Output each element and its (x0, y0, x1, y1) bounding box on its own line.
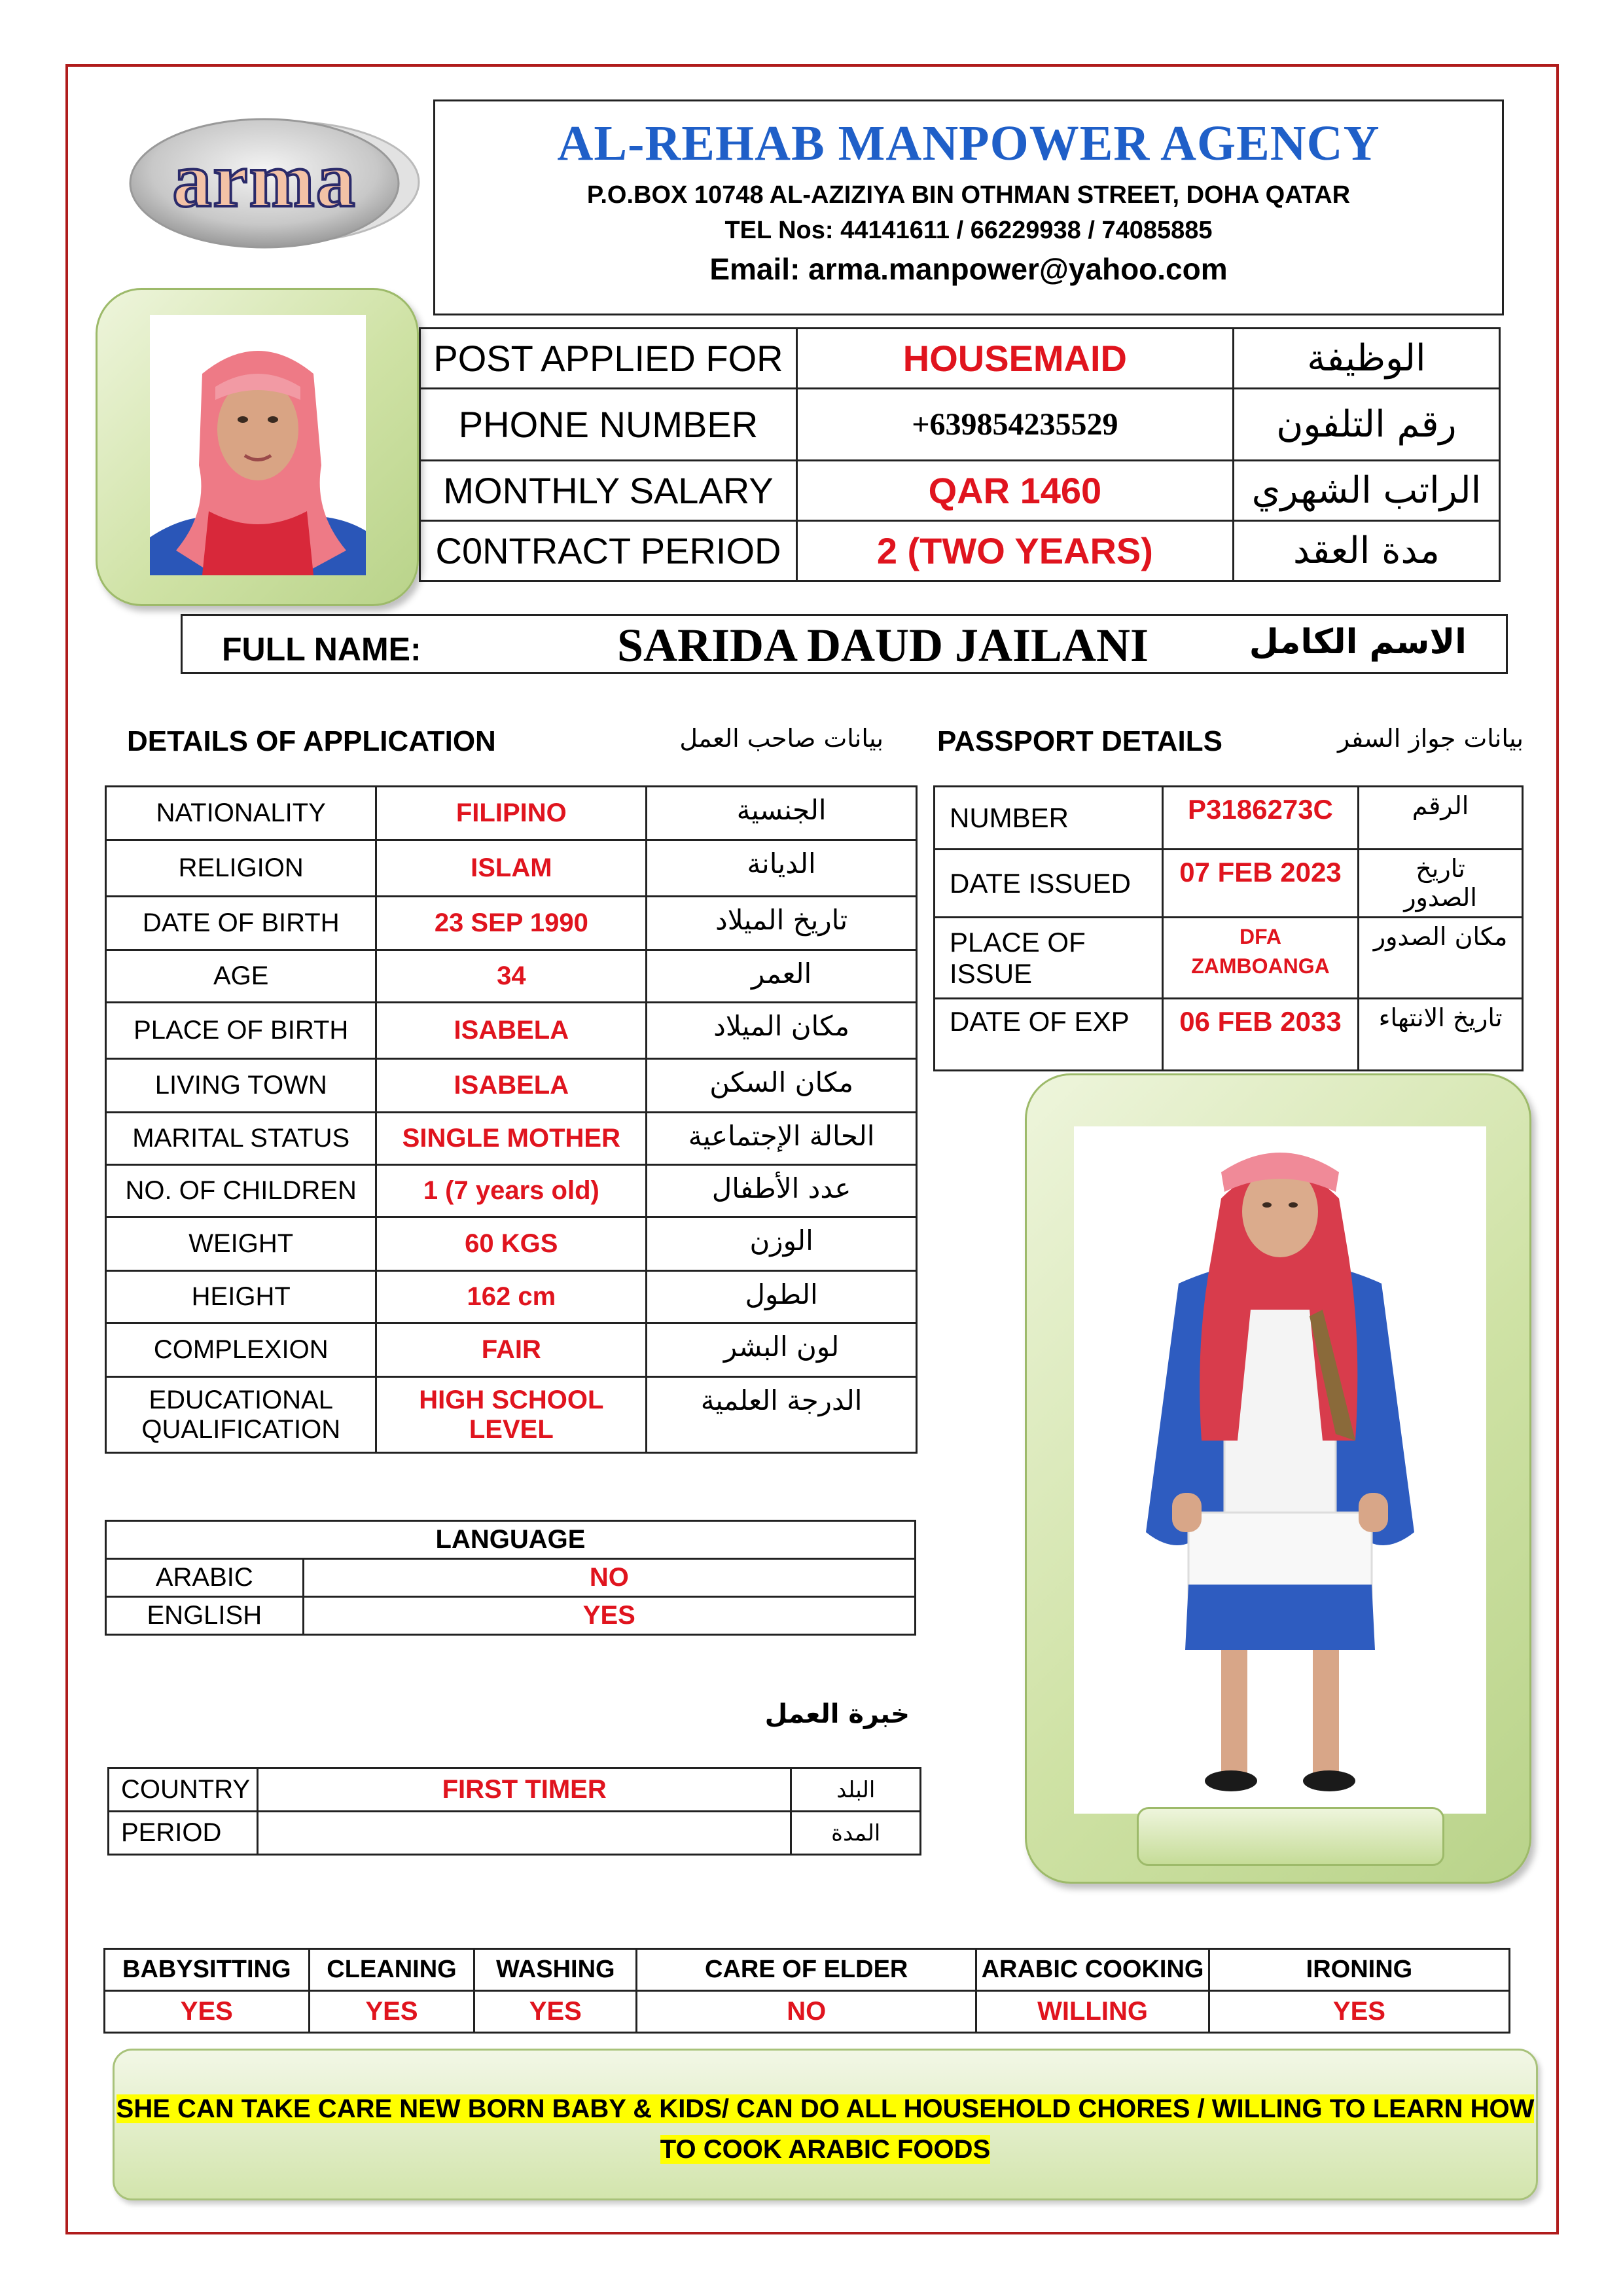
detail-value: FILIPINO (376, 787, 647, 840)
agency-address: P.O.BOX 10748 AL-AZIZIYA BIN OTHMAN STREET, DOHA QATAR (586, 181, 1351, 209)
table-row (106, 950, 917, 1003)
detail-label: HEIGHT (106, 1271, 376, 1323)
education-value-line1: HIGH SCHOOL (419, 1385, 604, 1414)
detail-value: FAIR (376, 1323, 647, 1377)
svg-text:arma: arma (172, 136, 357, 223)
date-issued-arabic-line1: تاريخ (1416, 854, 1465, 883)
table-row (106, 1559, 916, 1597)
skill-cleaning-label: CLEANING (309, 1949, 474, 1991)
remarks-line2: TO COOK ARABIC FOODS (660, 2135, 991, 2164)
details-table (105, 785, 918, 1454)
full-name-label: FULL NAME: (222, 631, 421, 668)
skills-table (103, 1948, 1510, 2034)
skill-arabic-cooking-label: ARABIC COOKING (976, 1949, 1209, 1991)
detail-label (106, 1377, 376, 1453)
detail-arabic: الوزن (647, 1217, 917, 1271)
country-value: FIRST TIMER (257, 1768, 791, 1812)
phone-label: PHONE NUMBER (420, 389, 797, 461)
job-info-table (419, 327, 1501, 582)
table-row (105, 1949, 1510, 1991)
remarks-box (113, 2049, 1538, 2200)
passport-section-title: PASSPORT DETAILS (937, 725, 1222, 757)
detail-arabic: الطول (647, 1271, 917, 1323)
work-experience-table (107, 1767, 921, 1856)
contract-arabic: مدة العقد (1233, 521, 1499, 581)
table-row (935, 999, 1523, 1071)
remarks-line1-wrap (115, 2089, 1536, 2129)
period-value (257, 1812, 791, 1855)
education-value-line2: LEVEL (469, 1414, 554, 1444)
table-row (106, 1521, 916, 1559)
detail-label: RELIGION (106, 840, 376, 897)
passport-section-arabic: بيانات جواز السفر (1338, 724, 1524, 753)
language-label: ARABIC (106, 1559, 304, 1597)
details-section-arabic: بيانات صاحب العمل (679, 724, 883, 753)
skill-ironing-value: YES (1209, 1991, 1509, 2033)
detail-label: COMPLEXION (106, 1323, 376, 1377)
table-row (106, 1271, 917, 1323)
phone-value: +639854235529 (796, 389, 1233, 461)
photo-caption-plate (1137, 1807, 1444, 1866)
date-issued-arabic-line2: الصدور (1404, 883, 1477, 912)
table-row (935, 787, 1523, 850)
detail-value (376, 1377, 647, 1453)
skill-ironing-label: IRONING (1209, 1949, 1509, 1991)
detail-arabic: الجنسية (647, 787, 917, 840)
detail-label: DATE OF BIRTH (106, 897, 376, 950)
country-label: COUNTRY (109, 1768, 258, 1812)
detail-value: 1 (7 years old) (376, 1165, 647, 1217)
language-value: YES (303, 1597, 915, 1635)
skill-washing-label: WASHING (474, 1949, 637, 1991)
table-row (106, 1113, 917, 1165)
detail-label: AGE (106, 950, 376, 1003)
language-title: LANGUAGE (106, 1521, 916, 1559)
detail-arabic: عدد الأطفال (647, 1165, 917, 1217)
table-row (106, 1597, 916, 1635)
language-value: NO (303, 1559, 915, 1597)
skill-care-of-elder-value: NO (637, 1991, 976, 2033)
portrait-photo-frame (96, 288, 419, 606)
table-row (106, 787, 917, 840)
full-body-photo (1074, 1126, 1486, 1814)
skill-care-of-elder-label: CARE OF ELDER (637, 1949, 976, 1991)
place-of-issue-value (1162, 918, 1358, 999)
education-label-line2: QUALIFICATION (141, 1414, 341, 1444)
detail-value: 23 SEP 1990 (376, 897, 647, 950)
language-table (105, 1520, 916, 1636)
post-label: POST APPLIED FOR (420, 329, 797, 389)
table-row (105, 1991, 1510, 2033)
salary-arabic: الراتب الشهري (1233, 461, 1499, 521)
date-of-exp-label: DATE OF EXP (935, 999, 1163, 1071)
period-label: PERIOD (109, 1812, 258, 1855)
salary-label: MONTHLY SALARY (420, 461, 797, 521)
detail-arabic: العمر (647, 950, 917, 1003)
education-label-line1: EDUCATIONAL (149, 1385, 333, 1414)
table-row (106, 1165, 917, 1217)
detail-label: WEIGHT (106, 1217, 376, 1271)
date-issued-arabic (1359, 850, 1523, 918)
full-body-photo-frame (1025, 1073, 1531, 1884)
country-arabic: البلد (791, 1768, 921, 1812)
detail-value: 34 (376, 950, 647, 1003)
period-arabic: المدة (791, 1812, 921, 1855)
table-row (109, 1812, 921, 1855)
table-row (106, 1323, 917, 1377)
place-of-issue-label (935, 918, 1163, 999)
detail-value: SINGLE MOTHER (376, 1113, 647, 1165)
agency-tel: TEL Nos: 44141611 / 66229938 / 74085885 (724, 217, 1213, 244)
detail-label: MARITAL STATUS (106, 1113, 376, 1165)
agency-header (433, 99, 1504, 315)
passport-number-arabic: الرقم (1359, 787, 1523, 850)
place-of-issue-label-line1: PLACE OF (950, 926, 1086, 958)
post-value: HOUSEMAID (796, 329, 1233, 389)
detail-label: NATIONALITY (106, 787, 376, 840)
place-of-issue-arabic: مكان الصدور (1359, 918, 1523, 999)
table-row (106, 1003, 917, 1059)
language-label: ENGLISH (106, 1597, 304, 1635)
table-row (935, 918, 1523, 999)
agency-email: Email: arma.manpower@yahoo.com (709, 252, 1228, 286)
table-row (106, 840, 917, 897)
remarks-line1: SHE CAN TAKE CARE NEW BORN BABY & KIDS/ CAN DO ALL HOUSEHOLD CHORES / WILLING TO LEARN HOW (116, 2094, 1535, 2123)
contract-value: 2 (TWO YEARS) (796, 521, 1233, 581)
table-row (420, 461, 1500, 521)
table-row (420, 389, 1500, 461)
full-name-arabic: الاسم الكامل (1249, 622, 1467, 662)
full-name-value: SARIDA DAUD JAILANI (616, 619, 1149, 672)
table-row (109, 1768, 921, 1812)
detail-value: ISLAM (376, 840, 647, 897)
date-of-exp-value: 06 FEB 2033 (1162, 999, 1358, 1071)
place-of-issue-value-line1: DFA (1239, 925, 1281, 948)
detail-arabic: تاريخ الميلاد (647, 897, 917, 950)
salary-value: QAR 1460 (796, 461, 1233, 521)
date-issued-label: DATE ISSUED (935, 850, 1163, 918)
table-row (106, 1217, 917, 1271)
detail-arabic: لون البشر (647, 1323, 917, 1377)
table-row (935, 850, 1523, 918)
agency-logo (119, 105, 427, 262)
full-name-box (181, 614, 1508, 674)
detail-label: PLACE OF BIRTH (106, 1003, 376, 1059)
table-row (420, 329, 1500, 389)
table-row (106, 1059, 917, 1113)
detail-label: LIVING TOWN (106, 1059, 376, 1113)
detail-arabic: مكان السكن (647, 1059, 917, 1113)
detail-value: ISABELA (376, 1003, 647, 1059)
phone-arabic: رقم التلفون (1233, 389, 1499, 461)
work-experience-title: خبرة العمل (764, 1699, 910, 1729)
skill-washing-value: YES (474, 1991, 637, 2033)
passport-table (933, 785, 1524, 1071)
detail-value: ISABELA (376, 1059, 647, 1113)
passport-number-label: NUMBER (935, 787, 1163, 850)
remarks-line2-wrap (115, 2129, 1536, 2170)
portrait-photo (150, 315, 366, 575)
post-arabic: الوظيفة (1233, 329, 1499, 389)
table-row (106, 1377, 917, 1453)
date-issued-value: 07 FEB 2023 (1162, 850, 1358, 918)
detail-arabic: الدرجة العلمية (647, 1377, 917, 1453)
agency-name: AL-REHAB MANPOWER AGENCY (557, 116, 1380, 171)
detail-arabic: الديانة (647, 840, 917, 897)
date-of-exp-arabic: تاريخ الانتهاء (1359, 999, 1523, 1071)
skill-cleaning-value: YES (309, 1991, 474, 2033)
detail-value: 162 cm (376, 1271, 647, 1323)
detail-label: NO. OF CHILDREN (106, 1165, 376, 1217)
contract-label: C0NTRACT PERIOD (420, 521, 797, 581)
place-of-issue-value-line2: ZAMBOANGA (1191, 954, 1330, 978)
detail-arabic: مكان الميلاد (647, 1003, 917, 1059)
detail-arabic: الحالة الإجتماعية (647, 1113, 917, 1165)
detail-value: 60 KGS (376, 1217, 647, 1271)
skill-babysitting-value: YES (105, 1991, 310, 2033)
details-section-title: DETAILS OF APPLICATION (127, 725, 496, 757)
passport-number-value: P3186273C (1162, 787, 1358, 850)
skill-arabic-cooking-value: WILLING (976, 1991, 1209, 2033)
table-row (106, 897, 917, 950)
table-row (420, 521, 1500, 581)
place-of-issue-label-line2: ISSUE (950, 958, 1033, 989)
skill-babysitting-label: BABYSITTING (105, 1949, 310, 1991)
